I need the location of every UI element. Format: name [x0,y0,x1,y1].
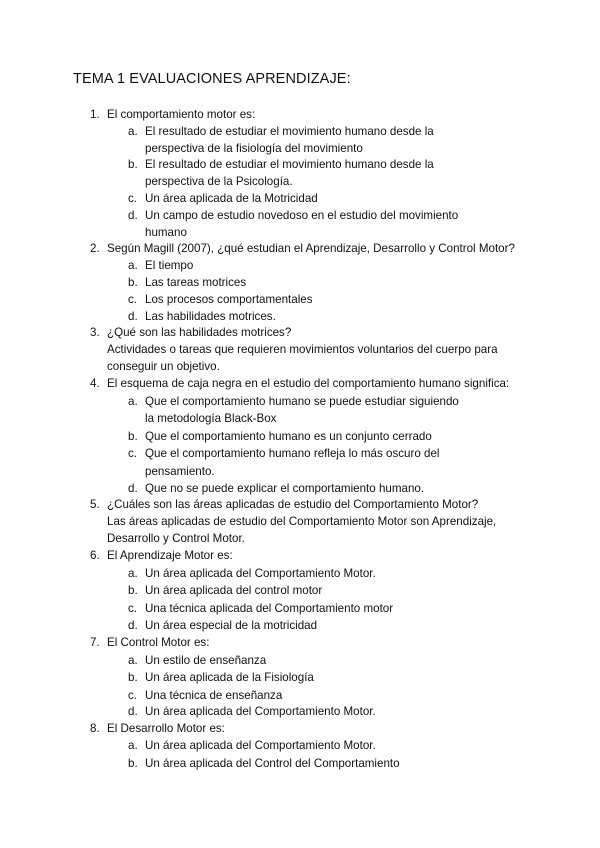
question-text: ¿Qué son las habilidades motrices? [107,326,292,340]
question-text: El Control Motor es: [107,635,210,649]
option-text: Un área aplicada del Comportamiento Motor. [145,705,376,719]
option-text: Un estilo de enseñanza [145,653,267,667]
question-2 [0,241,600,325]
option-letter: d. [128,705,138,719]
option-text: Que el comportamiento humano se puede estudiar siguiendo la metodología Black-Box [145,394,459,426]
option-text: Una técnica aplicada del Comportamiento motor [145,601,394,615]
question-text: El esquema de caja negra en el estudio del comportamiento humano significa: [107,376,510,390]
options-list [107,565,530,635]
option-letter: d. [128,208,138,222]
option-c [0,687,530,705]
question-text: ¿Cuáles son las áreas aplicadas de estudio del Comportamiento Motor? [107,498,479,512]
option-text: El resultado de estudiar el movimiento humano desde la perspectiva de la fisiología del movimiento [145,124,434,155]
option-text: Un área aplicada de la Fisiología [145,671,314,685]
option-d [0,617,530,635]
question-list [0,107,600,772]
option-letter: a. [128,124,138,138]
option-text: Un área aplicada del control motor [145,584,323,598]
option-letter: b. [128,275,138,289]
question-text: El Desarrollo Motor es: [107,722,225,736]
question-6 [0,548,600,635]
question-3 [0,325,600,375]
option-b [0,669,530,687]
option-text: Que el comportamiento humano es un conjunto cerrado [145,429,432,443]
option-c [0,191,530,208]
option-b [0,428,530,446]
question-number: 5. [90,498,100,512]
question-8 [0,721,600,772]
option-c [0,445,530,480]
option-letter: d. [128,309,138,323]
question-number: 8. [90,722,100,736]
question-number: 2. [90,242,100,256]
option-letter: c. [128,292,138,306]
option-d [0,481,530,498]
option-text: Las habilidades motrices. [145,309,276,323]
option-letter: b. [128,158,138,172]
option-b [0,755,530,773]
option-text: El tiempo [145,259,194,273]
page-title: TEMA 1 EVALUACIONES APRENDIZAJE: [73,71,351,87]
option-text: Una técnica de enseñanza [145,688,283,702]
option-letter: a. [128,394,138,408]
options-list [107,738,530,772]
option-b [0,275,530,292]
question-number: 4. [90,376,100,390]
option-letter: d. [128,619,138,633]
option-text: Un campo de estudio novedoso en el estudio del movimiento humano [145,208,459,239]
option-letter: a. [128,739,138,753]
options-list [107,393,530,498]
question-4 [0,376,600,498]
option-text: Un área aplicada de la Motricidad [145,191,318,205]
question-number: 7. [90,635,100,649]
option-letter: b. [128,584,138,598]
option-d [0,309,530,326]
option-b [0,157,530,191]
options-list [107,652,530,722]
option-text: El resultado de estudiar el movimiento humano desde la perspectiva de la Psicología. [145,158,434,189]
option-letter: a. [128,566,138,580]
option-a [0,124,530,158]
option-text: Un área aplicada del Control del Comportamiento [145,756,400,770]
question-text: El comportamiento motor es: [107,108,256,121]
question-number: 6. [90,548,100,562]
question-1 [0,107,600,241]
question-5 [0,497,600,547]
option-text: Que el comportamiento humano refleja lo más oscuro del pensamiento. [145,447,440,478]
question-number: 3. [90,326,100,340]
answer-text: Las áreas aplicadas de estudio del Comportamiento Motor son Aprendizaje, Desarrollo y Control Motor. [107,515,497,545]
option-text: Un área aplicada del Comportamiento Motor. [145,566,376,580]
option-a [0,393,530,428]
options-list [107,258,530,325]
option-d [0,704,530,721]
option-text: Que no se puede explicar el comportamiento humano. [145,481,425,495]
option-letter: b. [128,671,138,685]
option-text: Las tareas motrices [145,275,247,289]
option-letter: a. [128,259,138,273]
answer-text: Actividades o tareas que requieren movimientos voluntarios del cuerpo para conseguir un objetivo. [107,343,498,373]
question-7 [0,635,600,721]
option-letter: b. [128,756,138,770]
option-a [0,565,530,583]
question-number: 1. [90,108,100,121]
option-letter: d. [128,481,138,495]
option-text: Un área aplicada del Comportamiento Motor. [145,739,376,753]
option-a [0,652,530,670]
option-d [0,208,530,242]
option-letter: a. [128,653,138,667]
option-a [0,258,530,275]
question-text: El Aprendizaje Motor es: [107,548,233,562]
option-letter: c. [128,688,138,702]
option-b [0,582,530,600]
option-letter: c. [128,191,138,205]
question-text: Según Magill (2007), ¿qué estudian el Aprendizaje, Desarrollo y Control Motor? [107,242,515,256]
option-letter: c. [128,447,138,461]
option-text: Los procesos comportamentales [145,292,313,306]
options-list [107,124,530,242]
option-c [0,600,530,618]
option-a [0,738,530,755]
option-c [0,292,530,309]
option-letter: c. [128,601,138,615]
option-text: Un área especial de la motricidad [145,619,318,633]
option-letter: b. [128,429,138,443]
